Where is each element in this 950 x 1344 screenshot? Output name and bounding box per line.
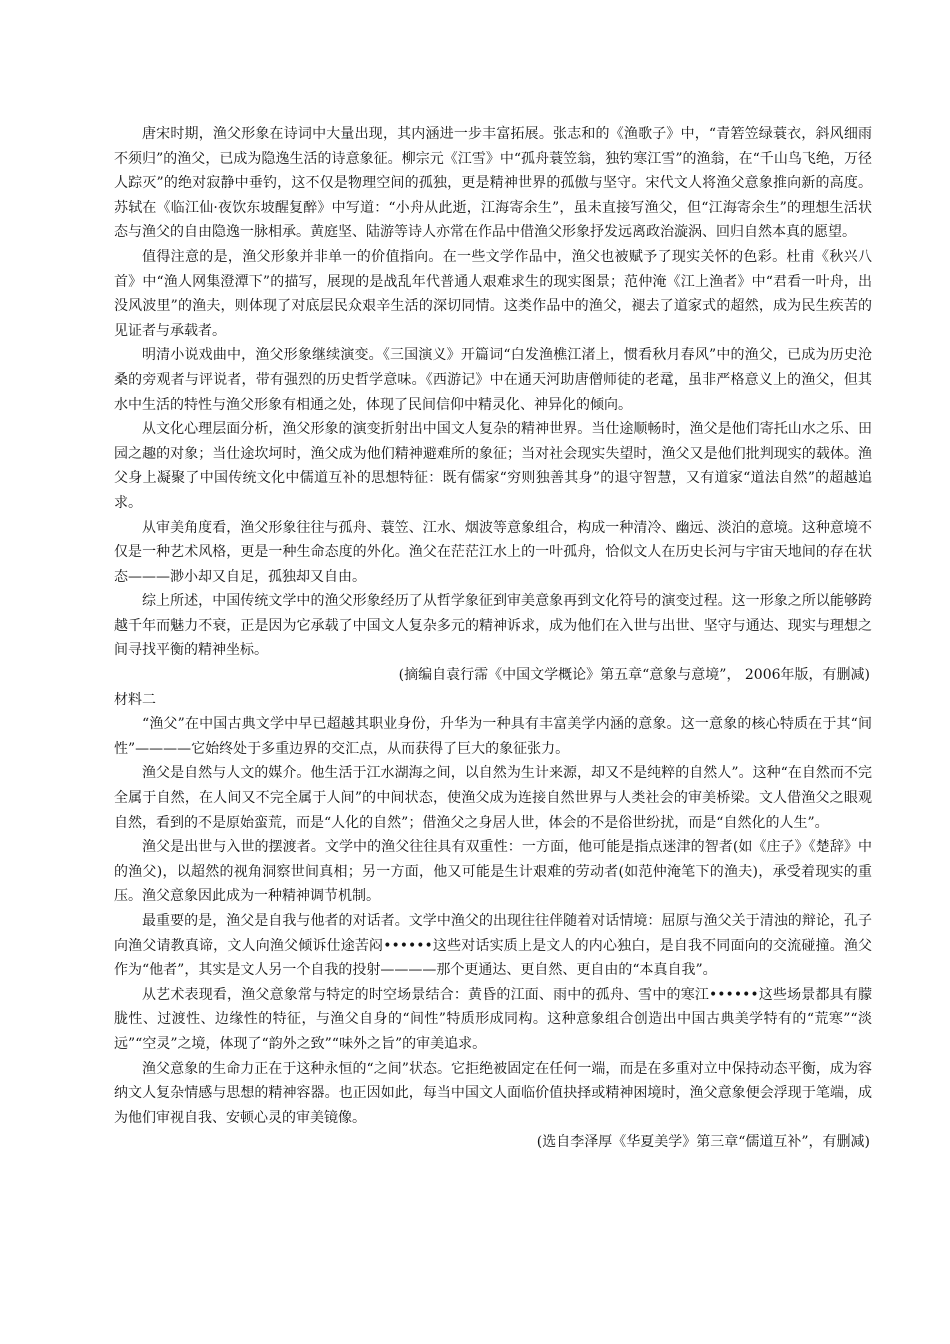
paragraph: “渔父”在中国古典文学中早已超越其职业身份，升华为一种具有丰富美学内涵的意象。这一意象的核心特质在于其“间性”————它始终处于多重边界的交汇点，从而获得了巨大的象征张力。 (114, 716, 872, 757)
material-one-section (114, 122, 872, 688)
paragraph: 渔父意象的生命力正在于这种永恒的“之间”状态。它拒绝被固定在任何一端，而是在多重对立中保持动态平衡，成为容纳文人复杂情感与思想的精神容器。也正因如此，每当中国文人面临价值抉择或精神困境时，渔父意象便会浮现于笔端，成为他们审视自我、安顿心灵的审美镜像。 (114, 1060, 872, 1126)
paragraph: 渔父是自然与人文的媒介。他生活于江水湖海之间，以自然为生计来源，却又不是纯粹的自然人”。这种“在自然而不完全属于自然，在人间又不完全属于人间”的中间状态，使渔父成为连接自然世界与人类社会的审美桥梁。文人借渔父之眼观自然，看到的不是原始蛮荒，而是“人化的自然”；借渔父之身居人世，体会的不是俗世纷扰，而是“自然化的人生”。 (114, 765, 872, 831)
paragraph: 综上所述，中国传统文学中的渔父形象经历了从哲学象征到审美意象再到文化符号的演变过程。这一形象之所以能够跨越千年而魅力不衰，正是因为它承载了中国文人复杂多元的精神诉求，成为他们在入世与出世、坚守与通达、现实与理想之间寻找平衡的精神坐标。 (114, 593, 872, 659)
paragraph: 值得注意的是，渔父形象并非单一的价值指向。在一些文学作品中，渔父也被赋予了现实关怀的色彩。杜甫《秋兴八首》中“渔人网集澄潭下”的描写，展现的是战乱年代普通人艰难求生的现实图景；范仲淹《江上渔者》中“君看一叶舟，出没风波里”的渔夫，则体现了对底层民众艰辛生活的深切同情。这类作品中的渔父，褪去了道家式的超然，成为民生疾苦的见证者与承载者。 (114, 248, 872, 339)
source-citation: (选自李泽厚《华夏美学》第三章“儒道互补”，有删减) (536, 1134, 870, 1151)
section-heading: 材料二 (114, 691, 156, 708)
paragraph: 从文化心理层面分析，渔父形象的演变折射出中国文人复杂的精神世界。当仕途顺畅时，渔父是他们寄托山水之乐、田园之趣的对象；当仕途坎坷时，渔父成为他们精神避难所的象征；当对社会现实失望时，渔父又是他们批判现实的载体。渔父身上凝聚了中国传统文化中儒道互补的思想特征：既有儒家“穷则独善其身”的退守智慧，又有道家“道法自然”的超越追求。 (114, 421, 872, 511)
paragraph: 从审美角度看，渔父形象往往与孤舟、蓑笠、江水、烟波等意象组合，构成一种清冷、幽远、淡泊的意境。这种意境不仅是一种艺术风格，更是一种生命态度的外化。渔父在茫茫江水上的一叶孤舟，恰似文人在历史长河与宇宙天地间的存在状态———渺小却又自足，孤独却又自由。 (114, 519, 872, 585)
paragraph: 唐宋时期，渔父形象在诗词中大量出现，其内涵进一步丰富拓展。张志和的《渔歌子》中，“青箬笠绿蓑衣，斜风细雨不须归”的渔父，已成为隐逸生活的诗意象征。柳宗元《江雪》中“孤舟蓑笠翁，独钓寒江雪”的渔翁，在“千山鸟飞绝，万径人踪灭”的绝对寂静中垂钓，这不仅是物理空间的孤独，更是精神世界的孤傲与坚守。宋代文人将渔父意象推向新的高度。苏轼在《临江仙·夜饮东坡醒复醉》中写道：“小舟从此逝，江海寄余生”，虽未直接写渔父，但“江海寄余生”的理想生活状态与渔父的自由隐逸一脉相承。黄庭坚、陆游等诗人亦常在作品中借渔父形象抒发远离政治漩涡、回归自然本真的愿望。 (114, 126, 872, 241)
paragraph: 明清小说戏曲中，渔父形象继续演变。《三国演义》开篇词“白发渔樵江渚上，惯看秋月春风”中的渔父，已成为历史沧桑的旁观者与评说者，带有强烈的历史哲学意味。《西游记》中在通天河助唐僧师徒的老鼋，虽非严格意义上的渔父，但其水中生活的特性与渔父形象有相通之处，体现了民间信仰中精灵化、神异化的倾向。 (114, 347, 872, 413)
paragraph: 最重要的是，渔父是自我与他者的对话者。文学中渔父的出现往往伴随着对话情境：屈原与渔父关于清浊的辩论，孔子向渔父请教真谛，文人向渔父倾诉仕途苦闷••••••这些对话实质上是文人的内心独白，是自我不同面向的交流碰撞。渔父作为“他者”，其实是文人另一个自我的投射————那个更通达、更自然、更自由的“本真自我”。 (114, 913, 872, 979)
paragraph: 从艺术表现看，渔父意象常与特定的时空场景结合：黄昏的江面、雨中的孤舟、雪中的寒江••••••这些场景都具有朦胧性、过渡性、边缘性的特征，与渔父自身的“间性”特质形成同构。这种意象组合创造出中国古典美学特有的“荒寒”“淡远”“空灵”之境，体现了“韵外之致”“味外之旨”的审美追求。 (114, 986, 872, 1052)
paragraph: 渔父是出世与入世的摆渡者。文学中的渔父往往具有双重性：一方面，他可能是指点迷津的智者(如《庄子》《楚辞》中的渔父)，以超然的视角洞察世间真相；另一方面，他又可能是生计艰难的劳动者(如范仲淹笔下的渔夫)，承受着现实的重压。渔父意象因此成为一种精神调节机制。 (114, 839, 872, 905)
material-two-section (114, 688, 872, 1155)
source-citation: (摘编自袁行霈《中国文学概论》第五章“意象与意境”， 2006年版，有删减) (398, 667, 870, 684)
